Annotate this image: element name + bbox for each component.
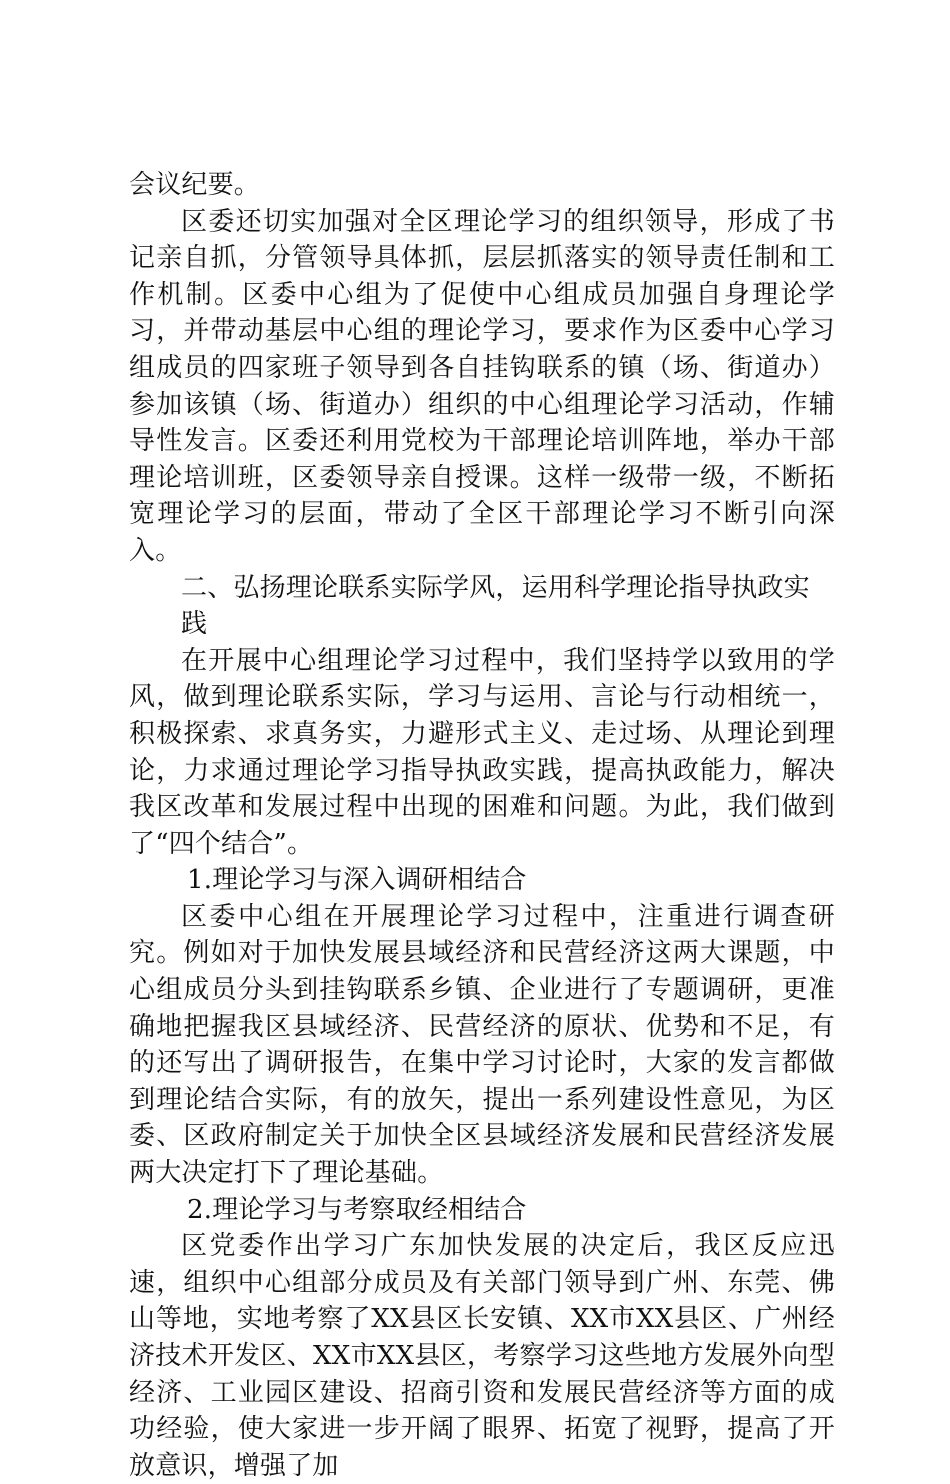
paragraph-continuation: 会议纪要。: [129, 170, 261, 200]
subheading-1: 1.理论学习与深入调研相结合: [187, 865, 527, 896]
paragraph-research: 区委中心组在开展理论学习过程中，注重进行调查研究。例如对于加快发展县域经济和民营经济这两大课题，中心组成员分头到挂钩联系乡镇、企业进行了专题调研，更准确地把握我区县域经济、民营经济的原状、优势和不足，有的还写出了调研报告，在集中学习讨论时，大家的发言都做到理论结合实际，有的放矢，提出一系列建设性意见，为区委、区政府制定关于加快全区县域经济发展和民营经济发展两大决定打下了理论基础。: [129, 901, 835, 1189]
section-heading-2: 二、弘扬理论联系实际学风，运用科学理论指导执政实践: [181, 572, 810, 640]
paragraph-inspection: 区党委作出学习广东加快发展的决定后，我区反应迅速，组织中心组部分成员及有关部门领导到广州、东莞、佛山等地，实地考察了XX县区长安镇、XX市XX县区、广州经济技术开发区、XX市XX县区，考察学习这些地方发展外向型经济、工业园区建设、招商引资和发展民营经济等方面的成功经验，使大家进一步开阔了眼界、拓宽了视野，提高了开放意识，增强了加: [129, 1231, 835, 1481]
document-body: [129, 167, 835, 1484]
paragraph-leadership: 区委还切实加强对全区理论学习的组织领导，形成了书记亲自抓，分管领导具体抓，层层抓落实的领导责任制和工作机制。区委中心组为了促使中心组成员加强自身理论学习，并带动基层中心组的理论学习，要求作为区委中心学习组成员的四家班子领导到各自挂钩联系的镇（场、街道办）参加该镇（场、街道办）组织的中心组理论学习活动，作辅导性发言。区委还利用党校为干部理论培训阵地，举办干部理论培训班，区委领导亲自授课。这样一级带一级，不断拓宽理论学习的层面，带动了全区干部理论学习不断引向深入。: [129, 206, 835, 566]
subheading-2: 2.理论学习与考察取经相结合: [187, 1194, 527, 1225]
paragraph-study-style: 在开展中心组理论学习过程中，我们坚持学以致用的学风，做到理论联系实际，学习与运用、言论与行动相统一，积极探索、求真务实，力避形式主义、走过场、从理论到理论，力求通过理论学习指导执政实践，提高执政能力，解决我区改革和发展过程中出现的困难和问题。为此，我们做到了“四个结合”。: [129, 645, 835, 859]
